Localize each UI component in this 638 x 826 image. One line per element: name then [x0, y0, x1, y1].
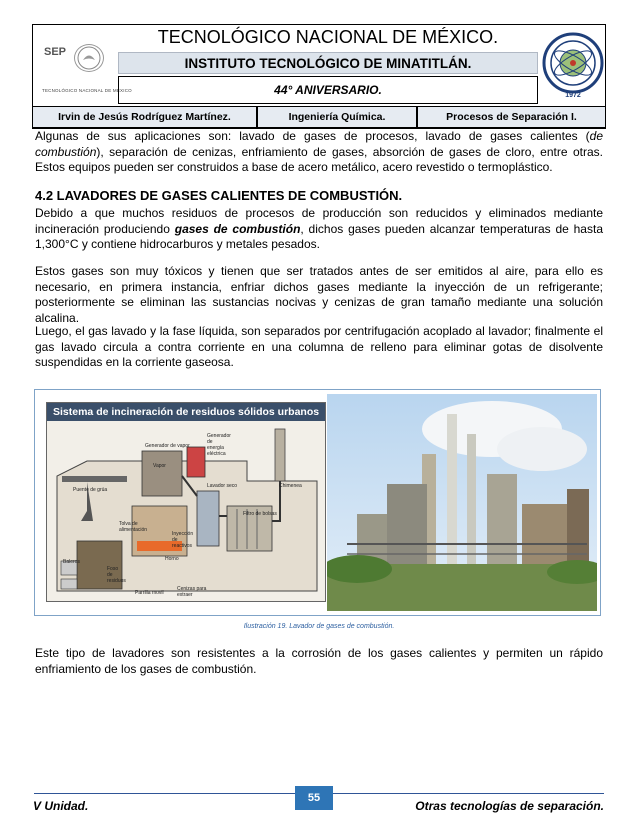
- footer-topic: Otras tecnologías de separación.: [415, 799, 604, 813]
- industrial-plant-photo: [327, 394, 597, 611]
- label-electric-generator: Generador de energía eléctrica: [207, 433, 231, 457]
- page-header: [32, 24, 606, 131]
- header-info-row: [32, 106, 606, 128]
- label-reactive-injection: Inyección de reactivos: [172, 531, 194, 549]
- page-title: TECNOLÓGICO NACIONAL DE MÉXICO.: [157, 27, 499, 47]
- label-ash-removal: Cenizas para extraer: [177, 586, 207, 598]
- label-steam-generator: Generador de vapor: [145, 443, 190, 449]
- section-heading: 4.2 LAVADORES DE GASES CALIENTES DE COMBUSTIÓN.: [35, 188, 403, 203]
- label-mobile-grate: Parrilla movil: [135, 590, 164, 596]
- label-dry-scrubber: Lavador seco: [207, 483, 238, 489]
- footer-unit: V Unidad.: [33, 799, 89, 813]
- label-crane: Puente de grúa: [73, 487, 108, 493]
- p1-text-a: Algunas de sus aplicaciones son: lavado de gases de procesos, lavado de gases calientes (: [35, 129, 590, 143]
- label-steam: Vapor: [153, 463, 166, 469]
- label-chimney: Chimenea: [279, 483, 302, 489]
- anniversary-label: 44° ANIVERSARIO.: [118, 76, 538, 104]
- career-name: Ingeniería Química.: [257, 106, 417, 128]
- figure-incineration: [34, 389, 601, 616]
- incineration-diagram: [46, 402, 326, 602]
- figure-caption: Ilustración 19. Lavador de gases de combustión.: [243, 623, 395, 630]
- paragraph-applications: [35, 129, 603, 176]
- paragraph-conclusion: Este tipo de lavadores son resistentes a la corrosión de los gases calientes y permiten un rápido enfriamiento de los gases de combustión.: [35, 646, 603, 676]
- seal-year: 1972: [565, 92, 581, 99]
- paragraph-toxic-gases: Estos gases son muy tóxicos y tienen que ser tratados antes de ser emitidos al aire, para ello es necesario, en primera instancia, enfriar dichos gases mediante la inyección de un refrigerante; posteriormente se eliminan las sustancias nocivas y cenizas de gran tamaño mediante una solución alcalina.: [35, 264, 603, 325]
- p1-text-c: ), separación de cenizas, enfriamiento de gases, absorción de gases de cloro, entre otras. Estos equipos pueden ser construidos a base de acero metálico, acero revestido o termoplástico.: [35, 144, 603, 174]
- tecnm-logo-text: TECNOLÓGICO NACIONAL DE MÉXICO: [42, 88, 132, 93]
- itm-seal-icon: [542, 30, 604, 100]
- label-feed-hopper: Tolva de alimentación: [119, 521, 148, 533]
- sep-logo-text: SEP: [44, 46, 67, 58]
- p2-text-a: Debido a que muchos residuos de procesos de producción son reducidos y eliminados mediante incineración produciendo: [35, 206, 603, 236]
- sep-logo: [40, 44, 132, 98]
- p2-text-c: , dichos gases pueden alcanzar temperaturas de hasta 1,300°C y contiene hidrocarburos y metales pesados.: [35, 221, 603, 251]
- paragraph-separation: Luego, el gas lavado y la fase líquida, son separados por centrifugación acoplado al lavador; finalmente el gas lavado circula a contra corriente en una columna de relleno para eliminar gotas de disolvente suspendidas en la corriente gaseosa.: [35, 324, 603, 369]
- diagram-title: Sistema de incineración de residuos sólidos urbanos: [47, 403, 325, 421]
- label-waste-pit: Foso de residuos: [107, 566, 126, 584]
- paragraph-combustion-gases: [35, 206, 603, 253]
- institute-name: INSTITUTO TECNOLÓGICO DE MINATITLÁN.: [118, 52, 538, 74]
- p2-text-bold: gases de combustión: [174, 221, 301, 236]
- subject-name: Procesos de Separación I.: [417, 106, 606, 128]
- label-furnace: Horno: [165, 556, 179, 562]
- label-fabric-filters: Filtro de bolsas: [243, 511, 277, 517]
- label-bunkers: Baleros: [63, 559, 80, 565]
- eagle-seal-icon: [74, 44, 104, 72]
- author-name: Irvin de Jesús Rodríguez Martínez.: [32, 106, 257, 128]
- page-number: 55: [295, 786, 333, 810]
- p1-text-italic: de combustión: [35, 129, 603, 159]
